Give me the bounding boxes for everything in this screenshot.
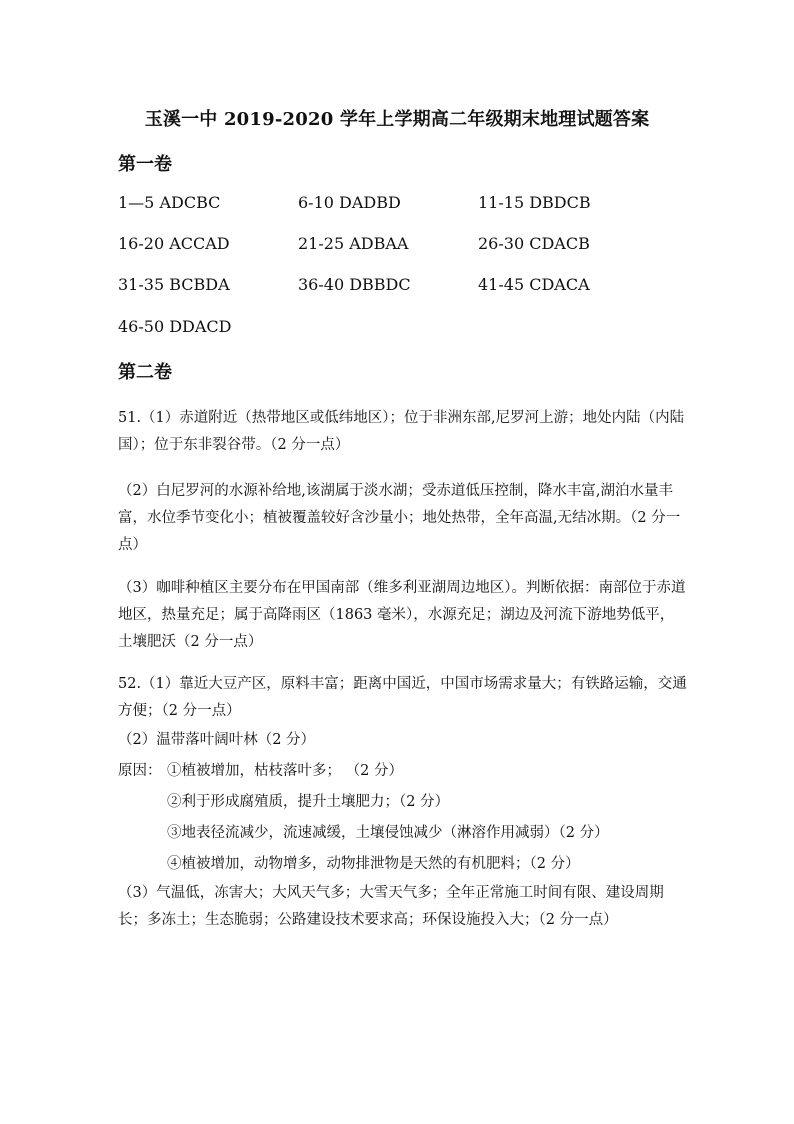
q52-reason-1: ①植被增加，枯枝落叶多； （2 分） — [167, 763, 403, 779]
answer-key-26-30: 26-30 CDACB — [478, 234, 590, 253]
q51-part2: （2）白尼罗河的水源补给地,该湖属于淡水湖；受赤道低压控制，降水丰富,湖泊水量丰富，水位季节变化小；植被覆盖较好含沙量小；地处热带，全年高温,无结冰期。（2 分一点） — [118, 483, 681, 553]
q52-part2: （2）温带落叶阔叶林（2 分） — [118, 732, 316, 748]
part2-heading: 第二卷 — [118, 362, 172, 383]
answer-key-16-20: 16-20 ACCAD — [118, 234, 230, 253]
answer-key-36-40: 36-40 DBBDC — [298, 275, 411, 294]
answer-key-1-5: 1—5 ADCBC — [118, 193, 221, 212]
q52-reason-label: 原因： — [118, 763, 162, 779]
q52-part1: 52.（1）靠近大豆产区，原料丰富；距离中国近，中国市场需求量大；有铁路运输，交通方便；（2 分一点） — [118, 676, 687, 719]
answer-key-6-10: 6-10 DADBD — [298, 193, 401, 212]
q52-reason-3: ③地表径流减少，流速减缓，土壤侵蚀减少（淋溶作用减弱）（2 分） — [167, 825, 609, 841]
answer-key-46-50: 46-50 DDACD — [118, 317, 232, 336]
page-title: 玉溪一中 2019-2020 学年上学期高二年级期末地理试题答案 — [144, 109, 650, 130]
q52-reason-2: ②利于形成腐殖质，提升土壤肥力；（2 分） — [167, 794, 450, 810]
q51-part1: 51.（1）赤道附近（热带地区或低纬地区）；位于非洲东部,尼罗河上游；地处内陆（内陆国）；位于东非裂谷带。（2 分一点） — [118, 410, 685, 453]
part1-heading: 第一卷 — [118, 154, 172, 175]
answer-key-41-45: 41-45 CDACA — [478, 275, 590, 294]
q51-part3: （3）咖啡种植区主要分布在甲国南部（维多利亚湖周边地区）。判断依据：南部位于赤道地区，热量充足；属于高降雨区（1863 毫米），水源充足；湖边及河流下游地势低平，土壤肥沃（2 分一点） — [118, 580, 686, 650]
q52-reason-4: ④植被增加，动物增多，动物排泄物是天然的有机肥料；（2 分） — [167, 856, 580, 872]
answer-key-31-35: 31-35 BCBDA — [118, 275, 230, 294]
q52-part3: （3）气温低，冻害大；大风天气多；大雪天气多；全年正常施工时间有限、建设周期长；多冻土；生态脆弱；公路建设技术要求高；环保设施投入大；（2 分一点） — [118, 885, 664, 928]
answer-key-21-25: 21-25 ADBAA — [298, 234, 409, 253]
answer-key-11-15: 11-15 DBDCB — [478, 193, 591, 212]
